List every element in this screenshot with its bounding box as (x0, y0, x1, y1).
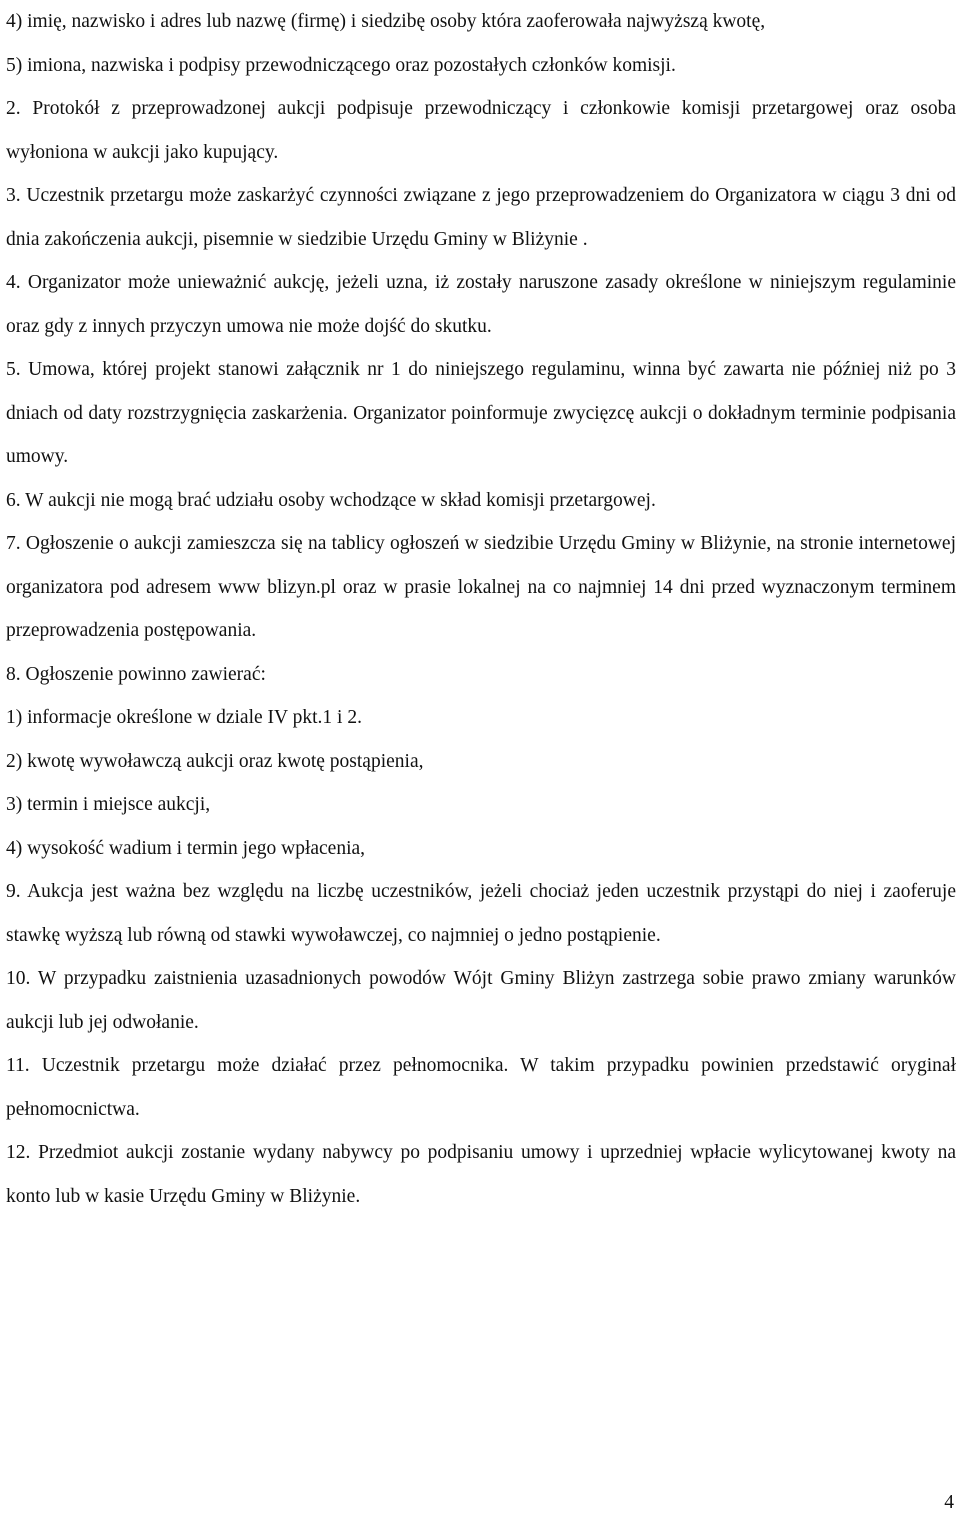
paragraph-item-4: 4) imię, nazwisko i adres lub nazwę (firmę) i siedzibę osoby która zaoferowała najwyższą kwotę, (6, 11, 766, 32)
list-item-2: 2) kwotę wywoławczą aukcji oraz kwotę postąpienia, (6, 750, 424, 772)
page-number: 4 (944, 1492, 954, 1513)
list-item-3: 3) termin i miejsce aukcji, (6, 794, 211, 815)
paragraph-2: 2. Protokół z przeprowadzonej aukcji podpisuje przewodniczący i członkowie komisji przetargowej oraz osoba wyłoniona w aukcji jako kupujący. (6, 98, 956, 163)
paragraph-item-5: 5) imiona, nazwiska i podpisy przewodniczącego oraz pozostałych członków komisji. (6, 54, 676, 76)
paragraph-6: 6. W aukcji nie mogą brać udziału osoby wchodzące w skład komisji przetargowej. (6, 489, 656, 511)
paragraph-4: 4. Organizator może unieważnić aukcję, jeżeli uzna, iż zostały naruszone zasady określone w niniejszym regulaminie oraz gdy z innych przyczyn umowa nie może dojść do skutku. (6, 272, 956, 337)
list-item-1: 1) informacje określone w dziale IV pkt.1 i 2. (6, 707, 362, 728)
paragraph-12: 12. Przedmiot aukcji zostanie wydany nabywcy po podpisaniu umowy i uprzedniej wpłacie wylicytowanej kwoty na konto lub w kasie Urzędu Gminy w Bliżynie. (6, 1142, 956, 1207)
paragraph-3: 3. Uczestnik przetargu może zaskarżyć czynności związane z jego przeprowadzeniem do Organizatora w ciągu 3 dni od dnia zakończenia aukcji, pisemnie w siedzibie Urzędu Gminy w Bliżynie . (6, 185, 956, 250)
paragraph-11: 11. Uczestnik przetargu może działać przez pełnomocnika. W takim przypadku powinien przedstawić oryginał pełnomocnictwa. (6, 1055, 956, 1120)
list-item-4: 4) wysokość wadium i termin jego wpłacenia, (6, 837, 366, 859)
document-body (6, 0, 956, 1218)
paragraph-10: 10. W przypadku zaistnienia uzasadnionych powodów Wójt Gminy Bliżyn zastrzega sobie prawo zmiany warunków aukcji lub jej odwołanie. (6, 968, 956, 1033)
paragraph-5: 5. Umowa, której projekt stanowi załącznik nr 1 do niniejszego regulaminu, winna być zawarta nie później niż po 3 dniach od daty rozstrzygnięcia zaskarżenia. Organizator poinformuje zwycięzcę aukcji o dokładnym terminie podpisania umowy. (6, 359, 956, 467)
paragraph-7: 7. Ogłoszenie o aukcji zamieszcza się na tablicy ogłoszeń w siedzibie Urzędu Gminy w Bliżynie, na stronie internetowej organizatora pod adresem www blizyn.pl oraz w prasie lokalnej na co najmniej 14 dni przed wyznaczonym terminem przeprowadzenia postępowania. (6, 533, 956, 641)
paragraph-8: 8. Ogłoszenie powinno zawierać: (6, 663, 266, 685)
paragraph-9: 9. Aukcja jest ważna bez względu na liczbę uczestników, jeżeli chociaż jeden uczestnik przystąpi do niej i zaoferuje stawkę wyższą lub równą od stawki wywoławczej, co najmniej o jedno postąpienie. (6, 881, 956, 946)
